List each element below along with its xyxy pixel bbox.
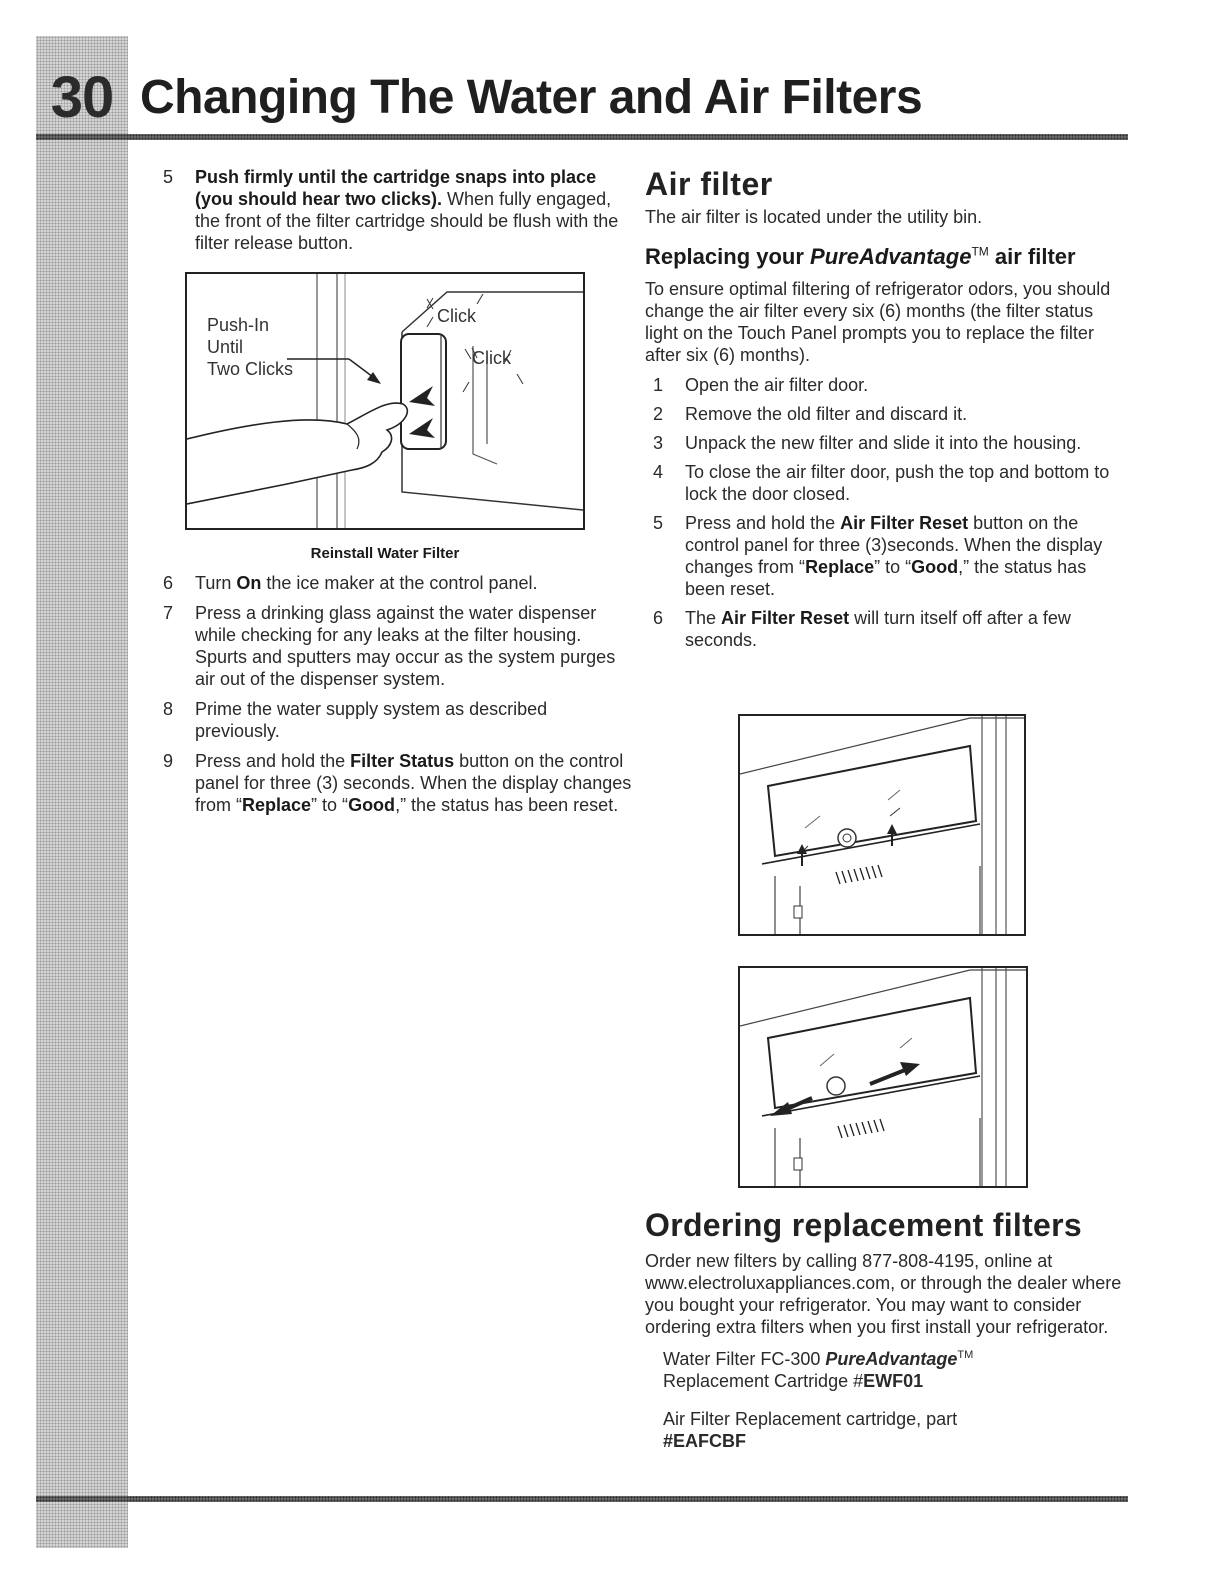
air-filter-steps [645, 374, 1130, 651]
replacing-heading-post: air filter [988, 244, 1076, 269]
air-step [645, 374, 1130, 396]
air-filter-part-number: #EAFCBF [663, 1431, 747, 1451]
air-filter-door-illustration-2 [740, 968, 1026, 1186]
step-8-left [163, 698, 633, 742]
replacing-intro: To ensure optimal filtering of refrigerator odors, you should change the air filter every six (6) months (the filter status light on the Touch Panel prompts you to replace the filter after six (6) months). [645, 279, 1111, 365]
reinstall-water-filter-figure [185, 272, 585, 530]
water-filter-line-2 [663, 1370, 1130, 1392]
page-number: 30 [50, 65, 114, 130]
air-step [645, 461, 1130, 505]
step-text [195, 572, 633, 594]
page-title: Changing The Water and Air Filters [140, 71, 923, 124]
step-text: To close the air filter door, push the top and bottom to lock the door closed. [685, 462, 1110, 504]
step-text-bold: Replace [805, 557, 875, 577]
step-text-bold: Air Filter Reset [840, 513, 969, 533]
right-column [645, 166, 1130, 658]
step-6-left [163, 572, 633, 594]
step-number: 3 [653, 433, 664, 453]
step-number: 2 [653, 404, 664, 424]
step-text-mid: ” to “ [874, 557, 912, 577]
step-plain-text: When fully engaged, the front of the filter cartridge should be flush with the filter release button. [195, 189, 619, 253]
step-text [685, 607, 1130, 651]
step-number: 7 [163, 603, 174, 623]
water-filter-part-number: EWF01 [863, 1371, 924, 1391]
step-text: Prime the water supply system as described previously. [195, 699, 548, 741]
label-line-1: Push-In [207, 315, 270, 335]
step-7-left [163, 602, 633, 690]
step-text-pre: The [685, 608, 722, 628]
brand-name: PureAdvantage [825, 1349, 958, 1369]
air-step [645, 607, 1130, 651]
header-rule [36, 134, 1128, 140]
ordering-text: Order new filters by calling 877-808-4195, online at www.electroluxappliances.com, or through the dealer where you bought your refrigerator. You may want to consider ordering extra filters when you first install your refrigerator. [645, 1251, 1122, 1337]
step-text-bold: Good [911, 557, 959, 577]
air-filter-heading: Air filter [645, 166, 773, 202]
water-filter-line-2-pre: Replacement Cartridge # [663, 1371, 864, 1391]
step-text-pre: Press and hold the [195, 751, 351, 771]
step-number: 4 [653, 462, 664, 482]
step-text [195, 750, 633, 816]
step-text-bold: Replace [242, 795, 312, 815]
push-in-label [207, 314, 293, 380]
trademark: TM [971, 244, 989, 259]
air-filter-line-1: Air Filter Replacement cartridge, part [663, 1409, 958, 1429]
step-9-left [163, 750, 633, 816]
step-number: 6 [653, 608, 664, 628]
step-number: 9 [163, 751, 174, 771]
step-text-post: the ice maker at the control panel. [261, 573, 538, 593]
water-filter-line-1 [663, 1344, 1130, 1370]
footer-rule [36, 1496, 1128, 1502]
step-text-mid: ” to “ [311, 795, 349, 815]
air-filter-intro: The air filter is located under the utility bin. [645, 207, 983, 227]
step-text-post: ,” the status has been reset. [685, 557, 1087, 599]
air-filter-door-figure-2 [738, 966, 1028, 1188]
air-step [645, 432, 1130, 454]
step-text-bold: Good [348, 795, 396, 815]
step-text-post: ,” the status has been reset. [395, 795, 619, 815]
step-text-mid: button on the control panel for three (3)seconds. When the display changes from “ [685, 513, 1103, 577]
air-filter-door-figure-1 [738, 714, 1026, 936]
air-filter-order-item [663, 1408, 1130, 1452]
step-text: Open the air filter door. [685, 375, 869, 395]
air-step [645, 512, 1130, 600]
step-text [685, 512, 1130, 600]
click-label-2: Click [472, 348, 511, 368]
step-text-mid: button on the control panel for three (3) seconds. When the display changes from “ [195, 751, 632, 815]
figure-caption: Reinstall Water Filter [310, 545, 460, 562]
left-column-steps [163, 572, 633, 824]
step-number: 5 [163, 167, 174, 187]
water-filter-order-item [663, 1344, 1130, 1392]
air-step [645, 403, 1130, 425]
step-text-bold: On [236, 573, 262, 593]
replacing-heading [645, 244, 1130, 270]
step-text-pre: Press and hold the [685, 513, 841, 533]
step-bold-text: Push firmly until the cartridge snaps into place (you should hear two clicks). [195, 167, 597, 209]
step-text [195, 166, 633, 254]
water-filter-pre: Water Filter FC-300 [663, 1349, 826, 1369]
step-number: 6 [163, 573, 174, 593]
spacer [645, 1392, 1130, 1408]
step-text-pre: Turn [195, 573, 237, 593]
trademark: TM [957, 1349, 974, 1361]
left-column-top [163, 166, 633, 254]
ordering-section [645, 1206, 1130, 1452]
ordering-heading: Ordering replacement filters [645, 1207, 1082, 1243]
brand-name: PureAdvantage [810, 244, 972, 269]
step-number: 8 [163, 699, 174, 719]
step-text: Remove the old filter and discard it. [685, 404, 968, 424]
step-5-left [163, 166, 633, 254]
reinstall-water-filter-illustration [187, 274, 583, 528]
air-filter-door-illustration-1 [740, 716, 1024, 934]
step-number: 5 [653, 513, 664, 533]
step-number: 1 [653, 375, 664, 395]
step-text-bold: Air Filter Reset [721, 608, 850, 628]
replacing-heading-pre: Replacing your [645, 244, 811, 269]
step-text-bold: Filter Status [350, 751, 455, 771]
step-text: Unpack the new filter and slide it into the housing. [685, 433, 1082, 453]
click-label-1: Click [437, 306, 476, 326]
label-line-3: Two Clicks [207, 359, 294, 379]
step-text: Press a drinking glass against the water dispenser while checking for any leaks at the filter housing. Spurts and sputters may occur as the system purges air out of the dispenser system. [195, 603, 616, 689]
decorative-side-strip [36, 36, 128, 1548]
label-line-2: Until [207, 337, 244, 357]
step-text-post: will turn itself off after a few seconds. [685, 608, 1071, 650]
